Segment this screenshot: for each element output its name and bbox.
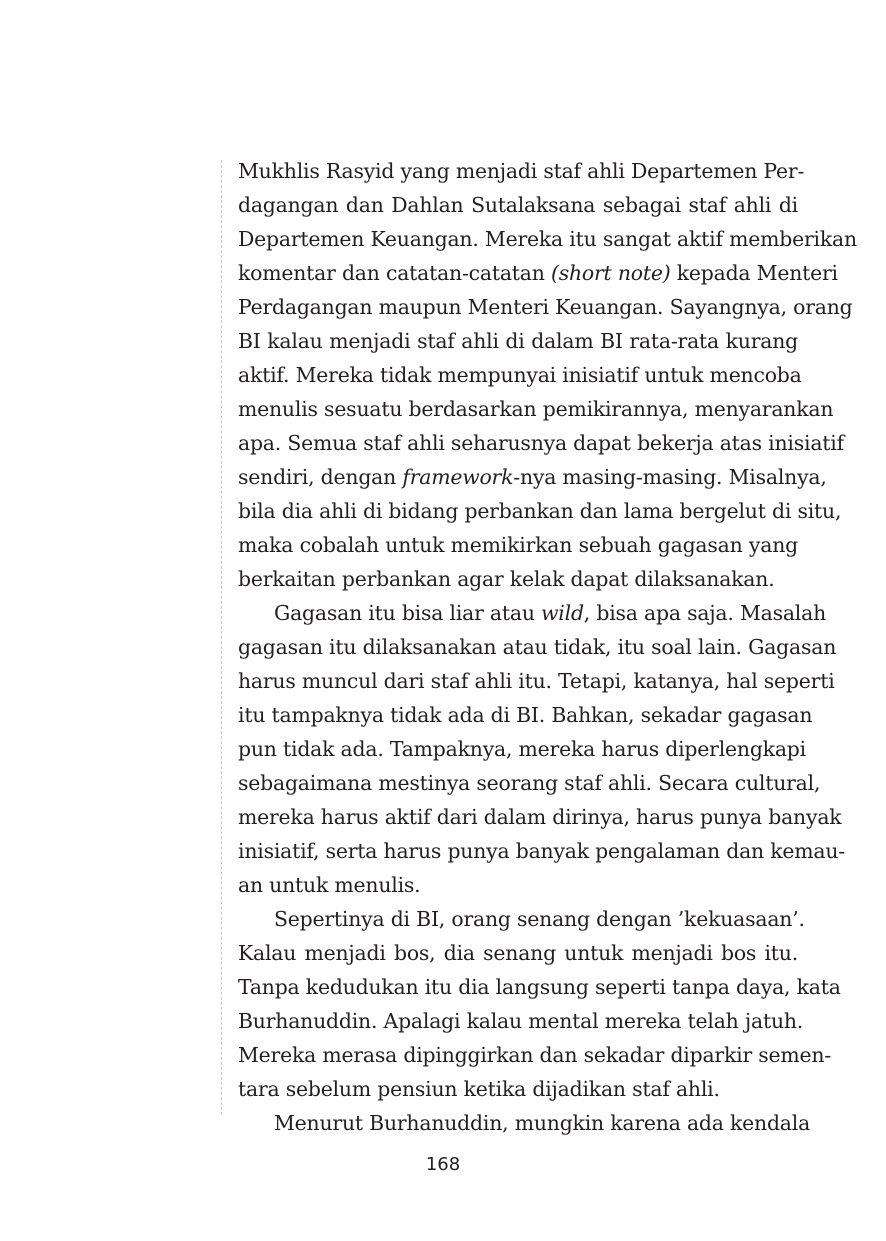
page-number: 168 bbox=[425, 1154, 461, 1175]
text-line: inisiatif, serta harus punya banyak pengalaman dan kemau- bbox=[238, 839, 845, 863]
text-line: Sepertinya di BI, orang senang dengan ’kekuasaan’. bbox=[274, 907, 805, 931]
text-line: Mukhlis Rasyid yang menjadi staf ahli Departemen Per- bbox=[238, 159, 805, 183]
text-run: kepada Menteri bbox=[670, 261, 838, 285]
italic-term: (short note) bbox=[550, 261, 671, 285]
text-line bbox=[238, 256, 838, 290]
text-line: gagasan itu dilaksanakan atau tidak, itu soal lain. Gagasan bbox=[238, 635, 837, 659]
text-line: apa. Semua staf ahli seharusnya dapat bekerja atas inisiatif bbox=[238, 431, 844, 455]
text-run: , bisa apa saja. Masalah bbox=[583, 601, 827, 625]
body-text bbox=[238, 154, 857, 1140]
text-line: itu tampaknya tidak ada di BI. Bahkan, sekadar gagasan bbox=[238, 703, 813, 727]
text-line: BI kalau menjadi staf ahli di dalam BI rata-rata kurang bbox=[238, 329, 798, 353]
text-line: maka cobalah untuk memikirkan sebuah gagasan yang bbox=[238, 533, 798, 557]
text-line bbox=[238, 596, 827, 630]
text-line: Mereka merasa dipinggirkan dan sekadar diparkir semen- bbox=[238, 1043, 832, 1067]
text-line: pun tidak ada. Tampaknya, mereka harus diperlengkapi bbox=[238, 737, 806, 761]
margin-rule bbox=[221, 160, 222, 1115]
text-line: Menurut Burhanuddin, mungkin karena ada kendala bbox=[274, 1111, 811, 1135]
text-line: berkaitan perbankan agar kelak dapat dilaksanakan. bbox=[238, 567, 775, 591]
text-run: -nya masing-masing. Misalnya, bbox=[513, 465, 827, 489]
text-line: harus muncul dari staf ahli itu. Tetapi, katanya, hal seperti bbox=[238, 669, 835, 693]
text-line: an untuk menulis. bbox=[238, 873, 421, 897]
text-line: menulis sesuatu berdasarkan pemikirannya, menyarankan bbox=[238, 397, 834, 421]
text-line: Departemen Keuangan. Mereka itu sangat aktif memberikan bbox=[238, 227, 857, 251]
text-line: dagangan dan Dahlan Sutalaksana sebagai staf ahli di bbox=[238, 193, 798, 217]
text-line: mereka harus aktif dari dalam dirinya, harus punya banyak bbox=[238, 805, 842, 829]
italic-term: framework bbox=[402, 465, 514, 489]
text-line: Tanpa kedudukan itu dia langsung seperti tanpa daya, kata bbox=[238, 975, 841, 999]
text-line bbox=[238, 460, 827, 494]
text-run: Gagasan itu bisa liar atau bbox=[274, 601, 542, 625]
text-run: sendiri, dengan bbox=[238, 465, 403, 489]
italic-term: wild bbox=[541, 601, 584, 625]
text-line: tara sebelum pensiun ketika dijadikan staf ahli. bbox=[238, 1077, 720, 1101]
text-line: aktif. Mereka tidak mempunyai inisiatif untuk mencoba bbox=[238, 363, 802, 387]
text-line: Burhanuddin. Apalagi kalau mental mereka telah jatuh. bbox=[238, 1009, 804, 1033]
text-line: bila dia ahli di bidang perbankan dan lama bergelut di situ, bbox=[238, 499, 842, 523]
text-run: komentar dan catatan-catatan bbox=[238, 261, 551, 285]
text-line: Kalau menjadi bos, dia senang untuk menjadi bos itu. bbox=[238, 941, 798, 965]
text-line: sebagaimana mestinya seorang staf ahli. Secara cultural, bbox=[238, 771, 821, 795]
text-line: Perdagangan maupun Menteri Keuangan. Sayangnya, orang bbox=[238, 295, 853, 319]
